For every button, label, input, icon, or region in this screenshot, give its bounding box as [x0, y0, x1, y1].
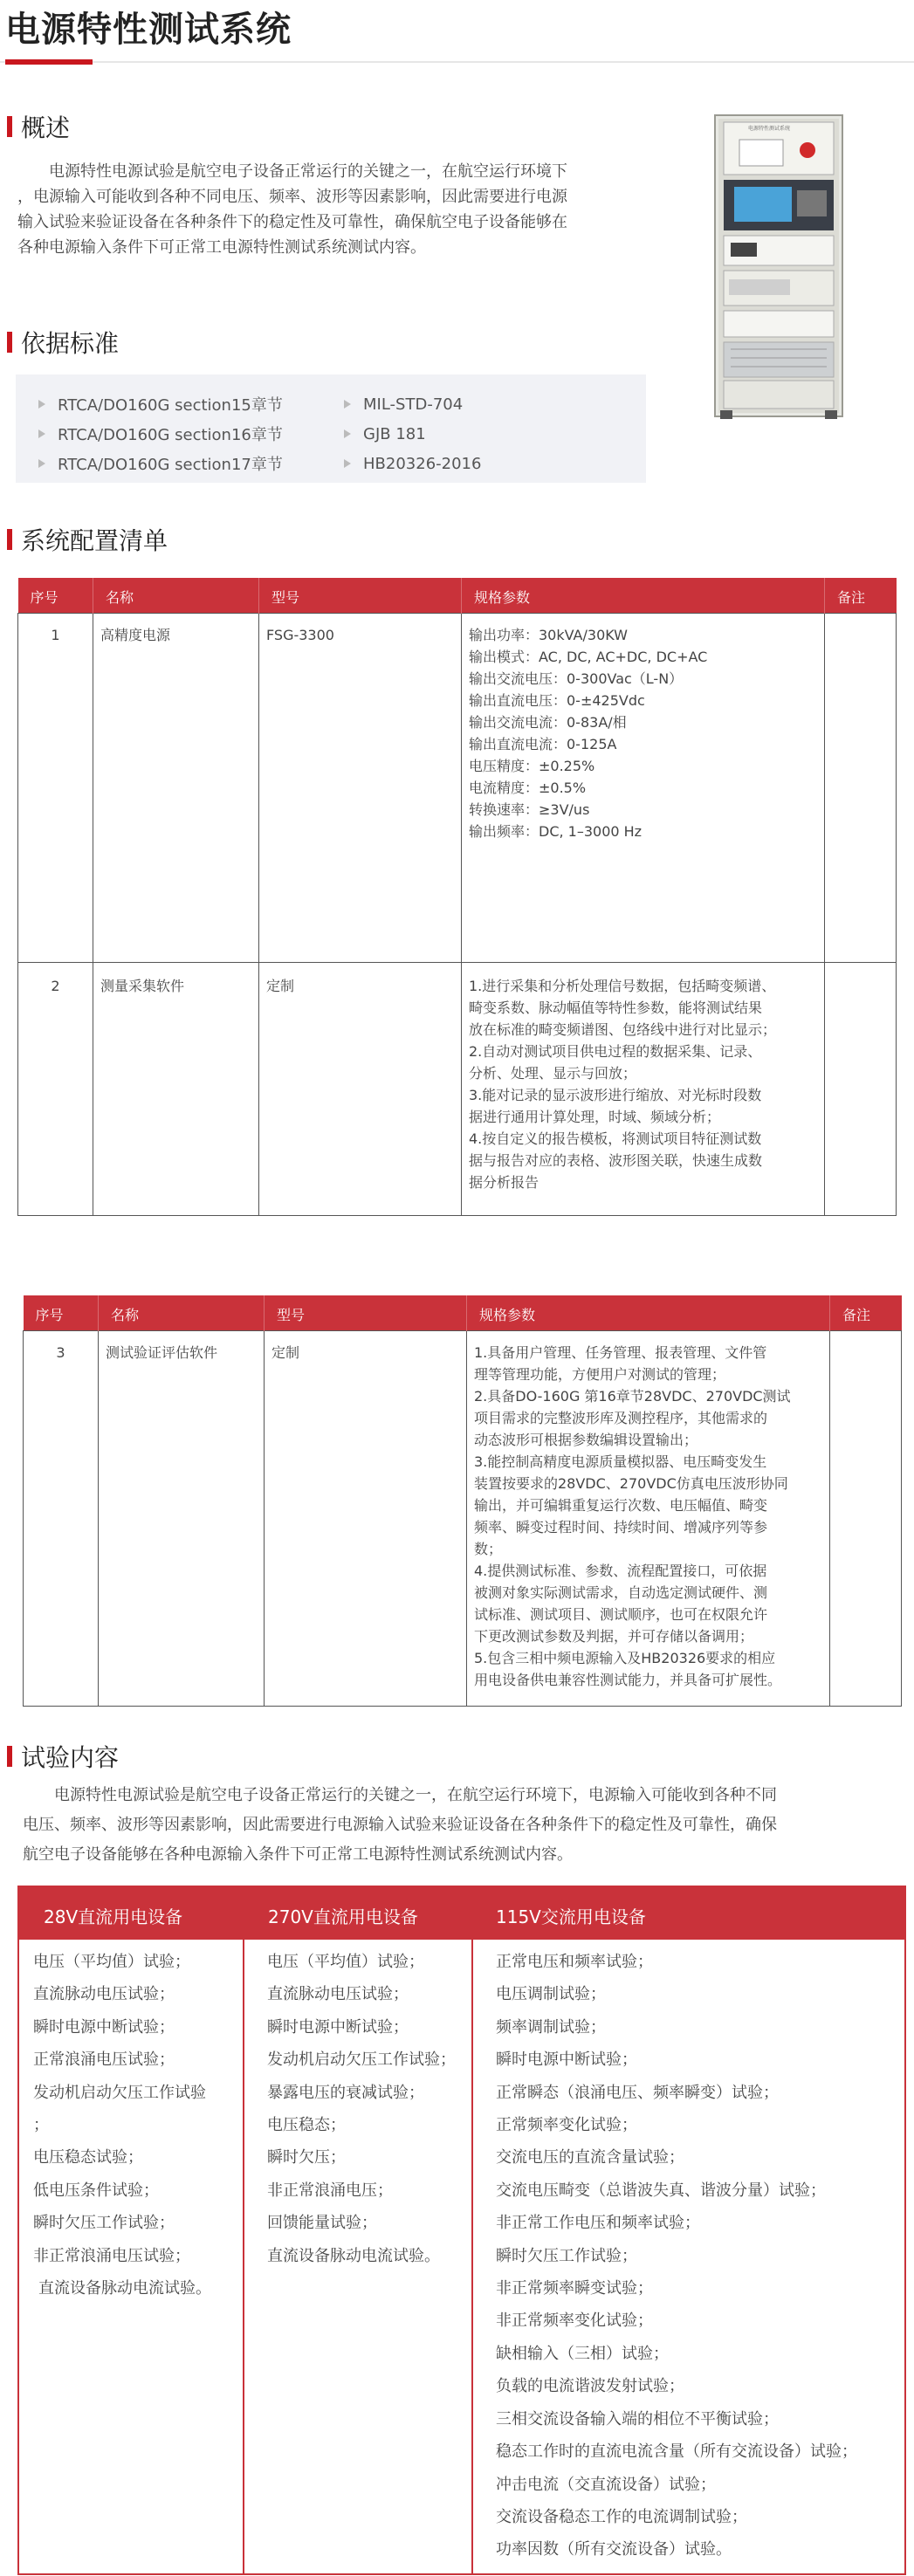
header-note: 备注 [825, 578, 897, 614]
spec-line: 电压精度：±0.25% [469, 758, 595, 774]
header-note: 备注 [830, 1295, 902, 1331]
overview-line: 输入试验来验证设备在各种条件下的稳定性及可靠性，确保航空电子设备能够在 [17, 213, 567, 231]
spec-line: 被测对象实际测试需求，自动选定测试硬件、测 [474, 1584, 768, 1601]
spec-line: 转换速率：≥3V/us [469, 801, 590, 818]
standard-label: RTCA/DO160G section17章节 [58, 456, 283, 474]
table-row [18, 614, 897, 963]
tests-table-header [17, 1886, 906, 1940]
section-title: 依据标准 [21, 329, 120, 358]
cell-note [830, 1331, 902, 1707]
spec-line: 3.能对记录的显示波形进行缩放、对光标时段数 [469, 1087, 762, 1103]
cell-specs [467, 1331, 830, 1707]
test-item: 非正常工作电压和频率试验； [496, 2214, 700, 2233]
spec-line: 试标准、测试项目、测试顺序，也可在权限允许 [474, 1606, 768, 1623]
triangle-bullet-icon [344, 400, 351, 409]
col-title-115v: 115V交流用电设备 [496, 1906, 646, 1927]
test-item: 直流设备脉动电流试验。 [38, 2279, 211, 2298]
section-heading-config [7, 522, 168, 557]
title-divider [0, 61, 914, 63]
test-item: 直流设备脉动电流试验。 [267, 2246, 440, 2265]
section-marker [7, 332, 12, 353]
test-item: 稳态工作时的直流电流含量（所有交流设备）试验； [496, 2442, 857, 2462]
spec-line: 输出直流电流：0-125A [469, 736, 617, 752]
test-item: 电压调制试验； [496, 1985, 606, 2004]
column-divider [471, 1940, 473, 2575]
standard-label: GJB 181 [363, 424, 426, 443]
test-item: 直流脉动电压试验； [33, 1985, 175, 2004]
test-item: 暴露电压的衰减试验； [267, 2083, 424, 2102]
header-model: 型号 [259, 578, 462, 614]
section-title: 系统配置清单 [21, 526, 168, 555]
standards-left-list [38, 389, 283, 478]
tests-col-28v [33, 1946, 211, 2305]
spec-line: 下更改测试参数及判据，并可存储以备调用； [474, 1628, 754, 1645]
header-specs: 规格参数 [467, 1295, 830, 1331]
triangle-bullet-icon [38, 400, 45, 409]
config-table-1 [17, 578, 897, 1216]
cell-name: 测量采集软件 [93, 963, 259, 1216]
tests-line: 电源特性电源试验是航空电子设备正常运行的关键之一，在航空运行环境下，电源输入可能收到各种不同 [54, 1786, 777, 1804]
test-item: 正常电压和频率试验； [496, 1953, 653, 1971]
test-item: 非正常浪涌电压； [267, 2181, 393, 2200]
section-heading-overview [7, 109, 70, 144]
standard-label: RTCA/DO160G section15章节 [58, 396, 283, 415]
standard-label: MIL-STD-704 [363, 395, 464, 414]
spec-line: 3.能控制高精度电源质量模拟器、电压畸变发生 [474, 1453, 767, 1470]
section-heading-standards [7, 325, 119, 360]
standard-item [38, 389, 283, 419]
test-item: 三相交流设备输入端的相位不平衡试验； [496, 2409, 779, 2428]
section-marker [7, 1746, 12, 1767]
cell-model: 定制 [265, 1331, 467, 1707]
section-title: 试验内容 [21, 1743, 120, 1772]
cell-name: 高精度电源 [93, 614, 259, 963]
table-header-row [18, 578, 897, 614]
triangle-bullet-icon [344, 459, 351, 468]
spec-line: 输出交流电压：0-300Vac（L-N） [469, 670, 684, 687]
col-title-28v: 28V直流用电设备 [44, 1906, 183, 1927]
header-model: 型号 [265, 1295, 467, 1331]
tests-text [23, 1781, 906, 1870]
test-item: 交流电压的直流含量试验； [496, 2148, 684, 2167]
standards-right-list [344, 389, 481, 478]
config-table-2 [23, 1295, 902, 1707]
test-item: 频率调制试验； [496, 2017, 606, 2037]
test-item: 电压稳态； [267, 2116, 346, 2135]
header-specs: 规格参数 [462, 578, 825, 614]
spec-line: 分析、处理、显示与回放； [469, 1065, 637, 1082]
section-marker [7, 529, 12, 550]
test-item: 瞬时电源中断试验； [496, 2050, 637, 2070]
tests-line: 航空电子设备能够在各种电源输入条件下可正常工电源特性测试系统测试内容。 [23, 1845, 573, 1864]
standard-item [344, 449, 481, 478]
spec-line: 频率、瞬变过程时间、持续时间、增减序列等参 [474, 1519, 768, 1535]
header-name: 名称 [99, 1295, 265, 1331]
test-item: 发动机启动欠压工作试验； [267, 2050, 456, 2070]
spec-line: 输出模式：AC, DC, AC+DC, DC+AC [469, 649, 708, 665]
spec-line: 放在标准的畸变频谱图、包络线中进行对比显示； [469, 1021, 777, 1038]
cell-no: 1 [18, 614, 93, 963]
section-heading-tests [7, 1739, 119, 1774]
test-item: 非正常浪涌电压试验； [33, 2246, 190, 2265]
spec-line: 输出频率：DC, 1–3000 Hz [469, 823, 643, 840]
col-title-270v: 270V直流用电设备 [268, 1906, 418, 1927]
header-no: 序号 [24, 1295, 99, 1331]
test-item: 低电压条件试验； [33, 2181, 159, 2200]
cell-note [825, 614, 897, 963]
standard-item [344, 419, 481, 449]
spec-line: 据进行通用计算处理，时域、频域分析； [469, 1109, 721, 1125]
standard-item [38, 449, 283, 478]
test-item: 正常浪涌电压试验； [33, 2050, 175, 2070]
section-title: 概述 [21, 113, 71, 142]
spec-line: 输出功率：30kVA/30KW [469, 627, 628, 643]
test-item: ； [33, 2116, 49, 2135]
spec-line: 5.包含三相中频电源输入及HB20326要求的相应 [474, 1650, 776, 1666]
test-item: 冲击电流（交直流设备）试验； [496, 2475, 716, 2494]
section-marker [7, 116, 12, 137]
cell-specs [462, 963, 825, 1216]
spec-line: 1.进行采集和分析处理信号数据，包括畸变频谱、 [469, 978, 776, 994]
spec-line: 项目需求的完整波形库及测控程序，其他需求的 [474, 1410, 768, 1426]
test-item: 功率因数（所有交流设备）试验。 [496, 2540, 732, 2559]
spec-line: 装置按要求的28VDC、270VDC仿真电压波形协同 [474, 1475, 788, 1492]
test-item: 交流设备稳态工作的电流调制试验； [496, 2507, 747, 2526]
spec-line: 1.具备用户管理、任务管理、报表管理、文件管 [474, 1344, 767, 1361]
spec-line: 畸变系数、脉动幅值等特性参数，能将测试结果 [469, 999, 763, 1016]
spec-line: 电流精度：±0.5% [469, 780, 587, 796]
test-item: 非正常频率瞬变试验； [496, 2279, 653, 2298]
triangle-bullet-icon [344, 429, 351, 438]
cell-no: 2 [18, 963, 93, 1216]
test-item: 正常频率变化试验； [496, 2116, 637, 2135]
spec-line: 理等管理功能，方便用户对测试的管理； [474, 1366, 726, 1383]
test-item: 瞬时欠压工作试验； [496, 2246, 637, 2265]
test-item: 瞬时欠压； [267, 2148, 346, 2167]
table-header-row [24, 1295, 902, 1331]
test-item: 非正常频率变化试验； [496, 2312, 653, 2331]
test-item: 回馈能量试验； [267, 2214, 377, 2233]
spec-line: 4.按自定义的报告模板，将测试项目特征测试数 [469, 1130, 762, 1147]
spec-line: 输出直流电压：0-±425Vdc [469, 692, 645, 709]
spec-line: 动态波形可根据参数编辑设置输出； [474, 1432, 698, 1448]
title-accent-bar [5, 59, 93, 65]
page-title: 电源特性测试系统 [5, 10, 292, 50]
tests-col-270v [267, 1946, 456, 2272]
tests-col-115v [496, 1946, 857, 2566]
cell-model: FSG-3300 [259, 614, 462, 963]
cell-specs [462, 614, 825, 963]
standard-label: HB20326-2016 [363, 454, 482, 473]
table-row [18, 963, 897, 1216]
overview-line: 各种电源输入条件下可正常工电源特性测试系统测试内容。 [17, 238, 426, 257]
overview-line: 电源特性电源试验是航空电子设备正常运行的关键之一，在航空运行环境下 [49, 162, 567, 181]
header-name: 名称 [93, 578, 259, 614]
test-item: 负载的电流谐波发射试验； [496, 2377, 684, 2396]
table-row [24, 1331, 902, 1707]
spec-line: 4.提供测试标准、参数、流程配置接口，可依据 [474, 1563, 767, 1579]
standard-item [344, 389, 481, 419]
overview-line: ，电源输入可能收到各种不同电压、频率、波形等因素影响，因此需要进行电源 [17, 188, 567, 206]
test-item: 瞬时欠压工作试验； [33, 2214, 175, 2233]
spec-line: 输出交流电流：0-83A/相 [469, 714, 627, 731]
test-item: 发动机启动欠压工作试验 [33, 2083, 206, 2102]
spec-line: 数； [474, 1541, 503, 1557]
test-item: 交流电压畸变（总谐波失真、谐波分量）试验； [496, 2181, 826, 2200]
spec-line: 输出，并可编辑重复运行次数、电压幅值、畸变 [474, 1497, 768, 1514]
test-item: 电压（平均值）试验； [267, 1953, 424, 1971]
spec-line: 据分析报告 [469, 1174, 539, 1191]
test-item: 直流脉动电压试验； [267, 1985, 409, 2004]
spec-line: 用电设备供电兼容性测试能力，并具备可扩展性。 [474, 1672, 782, 1688]
test-item: 电压稳态试验； [33, 2148, 143, 2167]
standard-label: RTCA/DO160G section16章节 [58, 426, 283, 444]
tests-line: 电压、频率、波形等因素影响，因此需要进行电源输入试验来验证设备在各种条件下的稳定性及可靠性，确保 [23, 1816, 777, 1834]
spec-line: 据与报告对应的表格、波形图关联，快速生成数 [469, 1152, 763, 1169]
header-no: 序号 [18, 578, 93, 614]
cell-no: 3 [24, 1331, 99, 1707]
test-item: 电压（平均值）试验； [33, 1953, 190, 1971]
triangle-bullet-icon [38, 459, 45, 468]
test-item: 缺相输入（三相）试验； [496, 2344, 669, 2363]
cabinet-label: 电源特性测试系统 [748, 126, 791, 132]
overview-text [17, 159, 663, 260]
cell-note [825, 963, 897, 1216]
cell-model: 定制 [259, 963, 462, 1216]
cell-name: 测试验证评估软件 [99, 1331, 265, 1707]
test-item: 正常瞬态（浪涌电压、频率瞬变）试验； [496, 2083, 779, 2102]
equipment-cabinet-image [713, 113, 844, 423]
column-divider [243, 1940, 244, 2575]
test-item: 瞬时电源中断试验； [267, 2017, 409, 2037]
spec-line: 2.自动对测试项目供电过程的数据采集、记录、 [469, 1043, 762, 1060]
test-item: 瞬时电源中断试验； [33, 2017, 175, 2037]
standard-item [38, 419, 283, 449]
spec-line: 2.具备DO-160G 第16章节28VDC、270VDC测试 [474, 1388, 791, 1405]
triangle-bullet-icon [38, 429, 45, 438]
